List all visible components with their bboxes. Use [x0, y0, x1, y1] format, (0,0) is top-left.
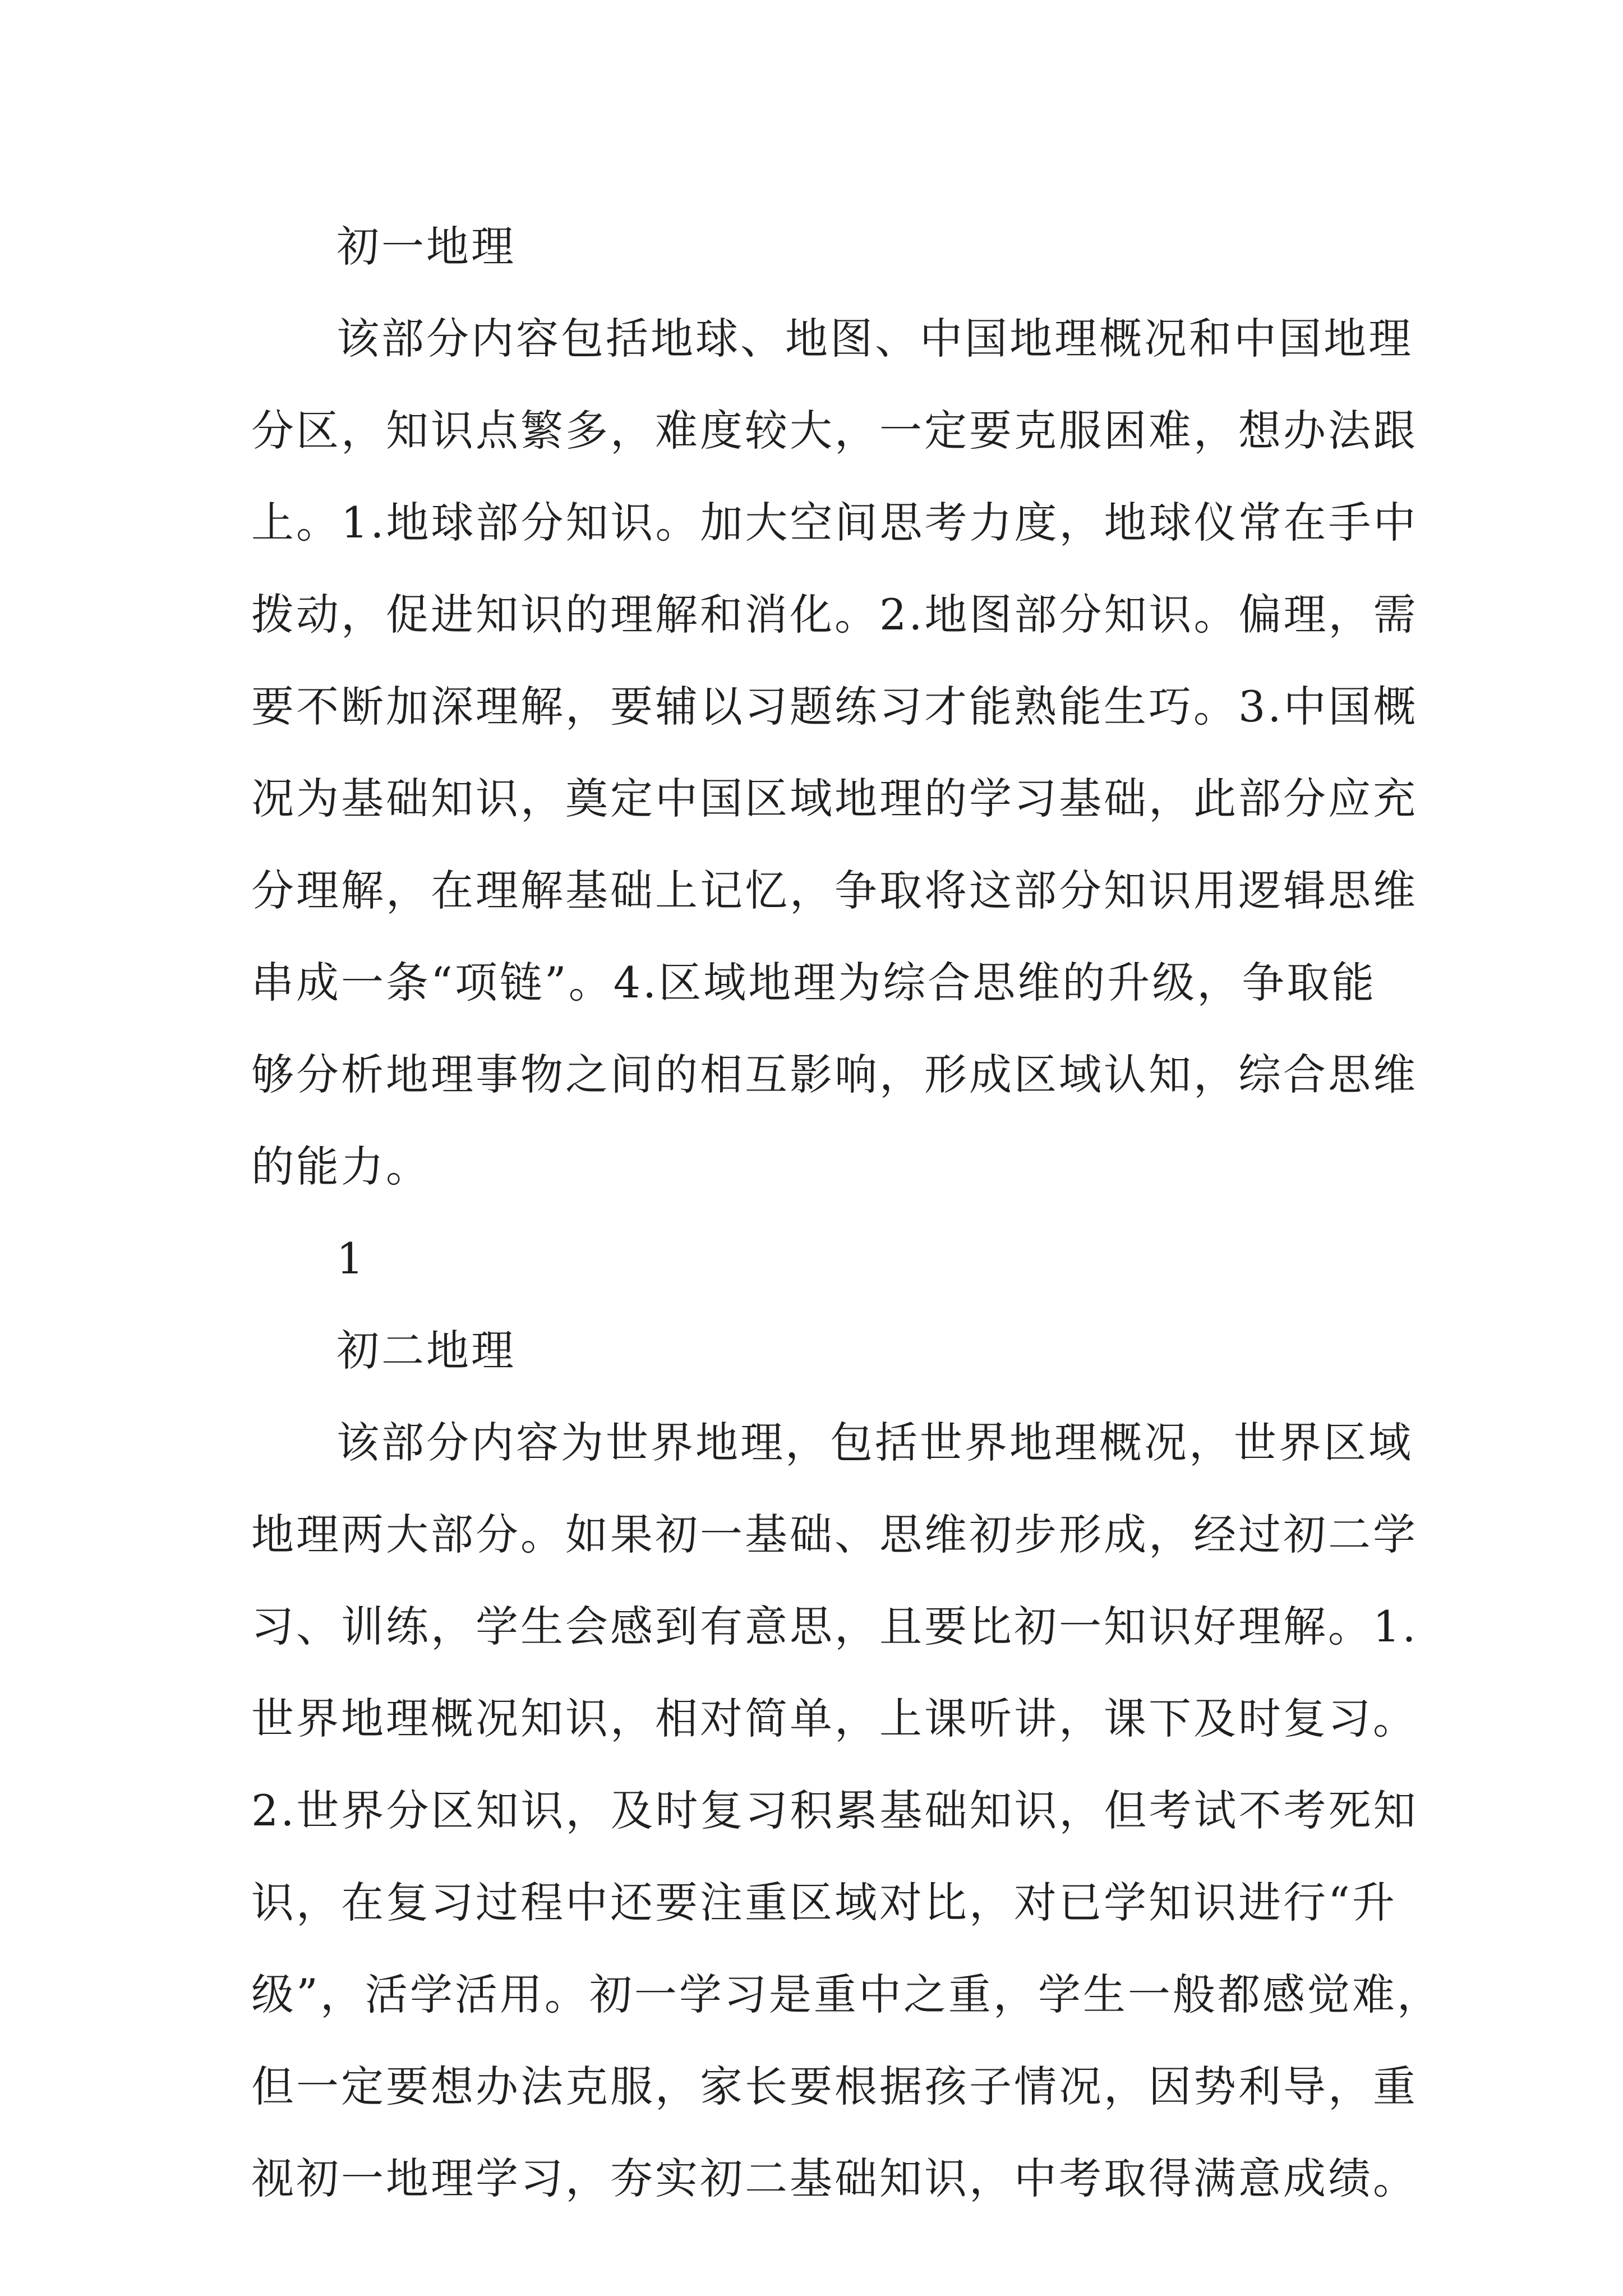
paragraph-line: 习、训练，学生会感到有意思，且要比初一知识好理解。1. [251, 1602, 1418, 1651]
paragraph-line: 2.世界分区知识，及时复习积累基础知识，但考试不考死知 [251, 1786, 1418, 1835]
paragraph-line: 上。1.地球部分知识。加大空间思考力度，地球仪常在手中 [251, 498, 1418, 547]
paragraph-line: 该部分内容包括地球、地图、中国地理概况和中国地理 [336, 314, 1413, 364]
section-heading: 初一地理 [336, 222, 516, 272]
paragraph-line: 串成一条“项链”。4.区域地理为综合思维的升级，争取能 [251, 958, 1377, 1007]
paragraph-line: 况为基础知识，奠定中国区域地理的学习基础，此部分应充 [251, 774, 1418, 823]
document-body [251, 201, 1442, 2225]
paragraph-line: 分理解，在理解基础上记忆，争取将这部分知识用逻辑思维 [251, 866, 1418, 915]
paragraph-line: 识，在复习过程中还要注重区域对比，对已学知识进行“升 [251, 1878, 1397, 1927]
paragraph-line: 拨动，促进知识的理解和消化。2.地图部分知识。偏理，需 [251, 590, 1418, 639]
paragraph-line: 视初一地理学习，夯实初二基础知识，中考取得满意成绩。 [251, 2154, 1418, 2203]
section-heading: 初二地理 [336, 1326, 516, 1375]
paragraph-line: 世界地理概况知识，相对简单，上课听讲，课下及时复习。 [251, 1694, 1418, 1743]
paragraph-line: 要不断加深理解，要辅以习题练习才能熟能生巧。3.中国概 [251, 682, 1418, 731]
paragraph-line: 的能力。 [251, 1142, 431, 1191]
paragraph-line: 地理两大部分。如果初一基础、思维初步形成，经过初二学 [251, 1510, 1418, 1559]
section-number: 1 [336, 1234, 366, 1283]
paragraph-line: 该部分内容为世界地理，包括世界地理概况，世界区域 [336, 1418, 1413, 1467]
paragraph-line: 分区，知识点繁多，难度较大，一定要克服困难，想办法跟 [251, 406, 1418, 455]
paragraph-line: 但一定要想办法克服，家长要根据孩子情况，因势利导，重 [251, 2062, 1418, 2111]
paragraph-line: 够分析地理事物之间的相互影响，形成区域认知，综合思维 [251, 1050, 1418, 1099]
paragraph-line: 级”，活学活用。初一学习是重中之重，学生一般都感觉难， [251, 1970, 1442, 2019]
